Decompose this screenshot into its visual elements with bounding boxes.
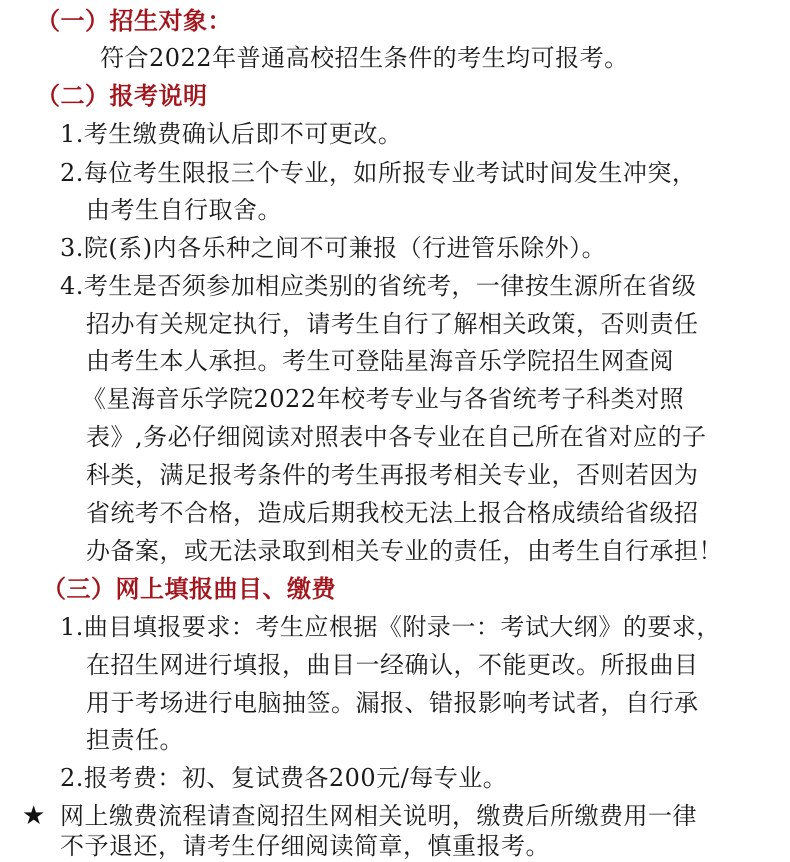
rule-4-line-8: 办备案，或无法录取到相关专业的责任，由考生自行承担！ — [86, 537, 723, 565]
rule-2: 2.每位考生限报三个专业，如所报专业考试时间发生冲突， — [60, 159, 697, 187]
item-2: 2.报考费：初、复试费各200元/每专业。 — [60, 764, 508, 792]
rule-4: 4.考生是否须参加相应类别的省统考，一律按生源所在省级 — [60, 272, 697, 300]
item-1-line-2: 在招生网进行填报，曲目一经确认，不能更改。所报曲目 — [86, 651, 699, 679]
rule-1: 1.考生缴费确认后即不可更改。 — [60, 120, 403, 148]
rule-2-continued: 由考生自行取舍。 — [86, 196, 282, 224]
rule-3: 3.院(系)内各乐种之间不可兼报（行进管乐除外）。 — [60, 234, 607, 262]
rule-4-line-7: 省统考不合格，造成后期我校无法上报合格成绩给省级招 — [86, 499, 699, 527]
item-1-line-4: 担责任。 — [86, 726, 184, 754]
rule-4-line-5: 表》,务必仔细阅读对照表中各专业在自己所在省对应的子 — [86, 423, 707, 451]
star-icon: ★ — [22, 801, 46, 831]
item-1-line-3: 用于考场进行电脑抽签。漏报、错报影响考试者，自行承 — [86, 689, 699, 717]
rule-4-line-6: 科类，满足报考条件的考生再报考相关专业，否则若因为 — [86, 461, 699, 489]
rule-4-line-2: 招办有关规定执行，请考生自行了解相关政策，否则责任 — [86, 310, 699, 338]
section-1-heading: （一）招生对象： — [36, 7, 232, 35]
item-1: 1.曲目填报要求：考生应根据《附录一：考试大纲》的要求， — [60, 613, 721, 641]
section-3-heading: （三）网上填报曲目、缴费 — [42, 575, 336, 603]
section-1-text: 符合2022年普通高校招生条件的考生均可报考。 — [100, 44, 629, 72]
rule-4-line-3: 由考生本人承担。考生可登陆星海音乐学院招生网查阅 — [86, 347, 674, 375]
note-line-2: 不予退还，请考生仔细阅读简章，慎重报考。 — [60, 832, 550, 860]
section-2-heading: （二）报考说明 — [36, 82, 208, 110]
note-line-1: 网上缴费流程请查阅招生网相关说明，缴费后所缴费用一律 — [60, 802, 697, 830]
rule-4-line-4: 《星海音乐学院2022年校考专业与各省统考子科类对照 — [82, 385, 685, 413]
